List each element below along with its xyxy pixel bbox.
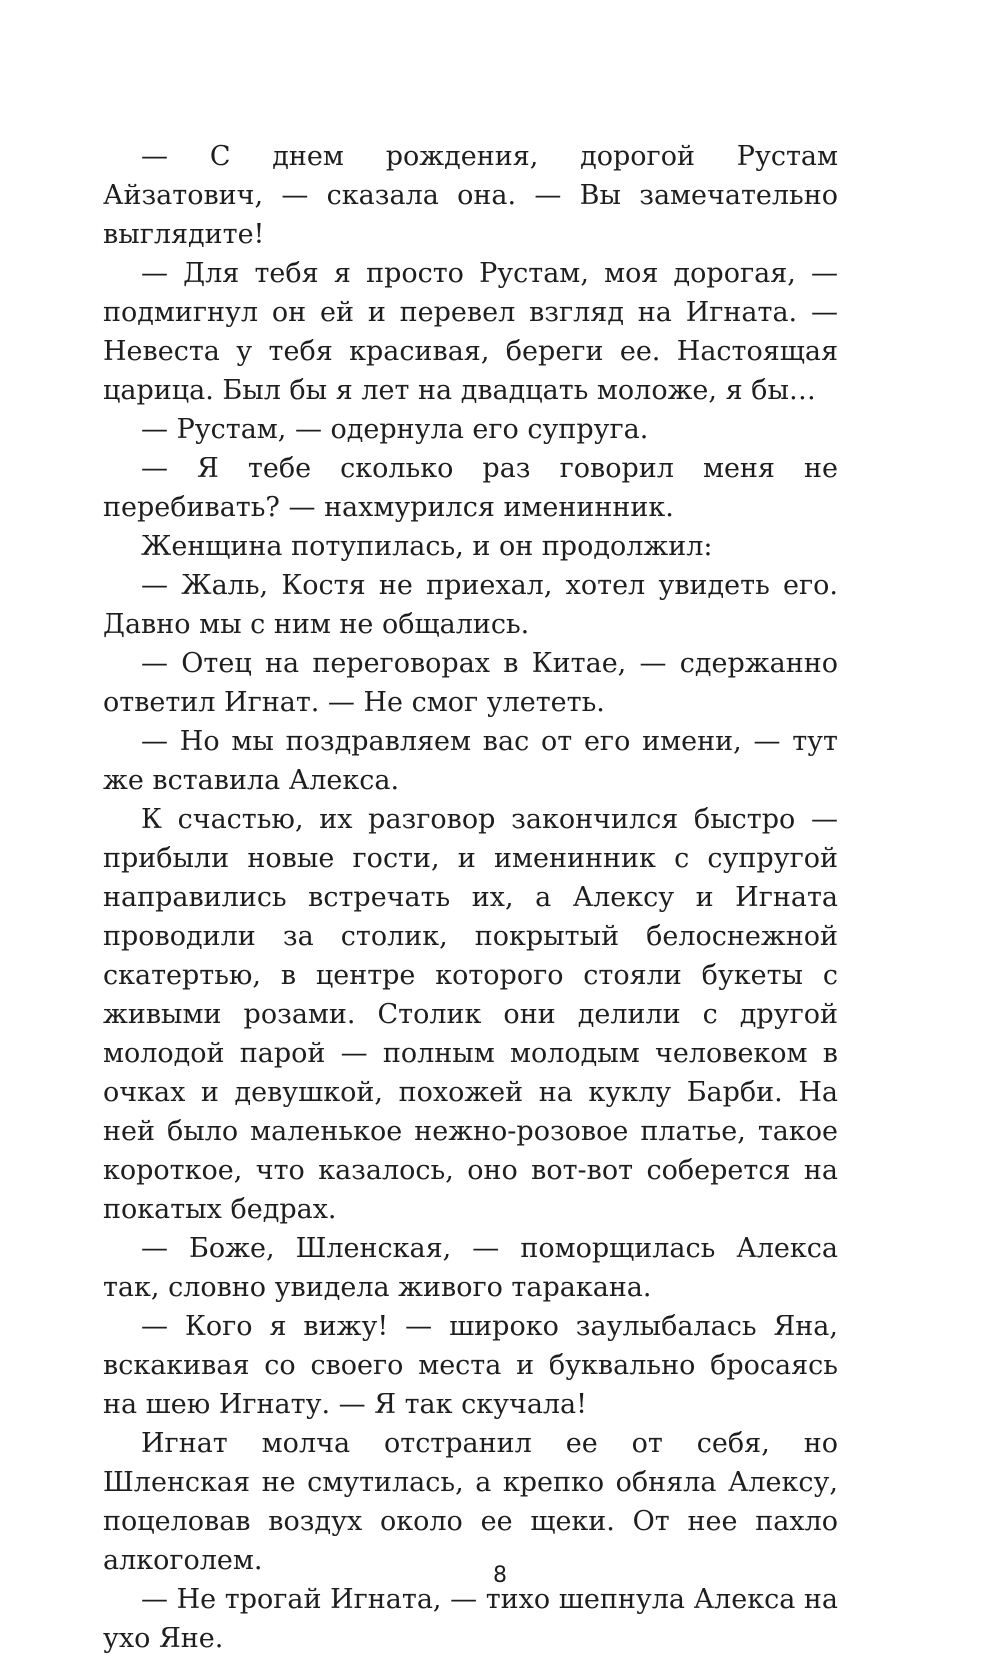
paragraph-kostya-absent: — Жаль, Костя не приехал, хотел увидеть его. Давно мы с ним не общались. (103, 570, 838, 640)
paragraph-woman-lowered-eyes: Женщина потупилась, и он продолжил: (141, 531, 713, 562)
paragraph-table-description: К счастью, их разговор закончился быстро — прибыли новые гости, и именинник с супругой направились встречать их, а Алексу и Игната проводили за столик, покрытый белоснежной скатертью, в центре которого стояли букеты с живыми розами. Столик они делили с другой молодой парой — полным молодым человеком в очках и девушкой, похожей на куклу Барби. На ней было маленькое нежно-розовое платье, такое короткое, что казалось, оно вот-вот соберется на покатых бедрах. (103, 804, 838, 1225)
paragraph-rustam-reply: — Для тебя я просто Рустам, моя дорогая, — подмигнул он ей и перевел взгляд на Игната. — Невеста у тебя красивая, береги ее. Настоящая царица. Был бы я лет на двадцать моложе, я бы… (103, 258, 838, 406)
paragraph-dont-touch-ignat: — Не трогай Игната, — тихо шепнула Алекса на ухо Яне. (103, 1584, 838, 1654)
paragraph-wife-interrupts: — Рустам, — одернула его супруга. (141, 414, 649, 445)
paragraph-congratulations: — Но мы поздравляем вас от его имени, — тут же вставила Алекса. (103, 726, 838, 796)
page-number: 8 (493, 1563, 507, 1588)
book-page-text (103, 137, 838, 1658)
paragraph-shlenskaya: — Боже, Шленская, — поморщилась Алекса так, словно увидела живого таракана. (103, 1233, 838, 1303)
paragraph-dont-interrupt: — Я тебе сколько раз говорил меня не перебивать? — нахмурился именинник. (103, 453, 838, 523)
paragraph-ignat-pushes-away: Игнат молча отстранил ее от себя, но Шленская не смутилась, а крепко обняла Алексу, поцеловав воздух около ее щеки. От нее пахло алкоголем. (103, 1428, 838, 1576)
paragraph-yana-greets: — Кого я вижу! — широко заулыбалась Яна, вскакивая со своего места и буквально бросаясь на шею Игнату. — Я так скучала! (103, 1311, 838, 1420)
paragraph-birthday-greeting: — С днем рождения, дорогой Рустам Айзатович, — сказала она. — Вы замечательно выглядите! (103, 141, 838, 250)
paragraph-father-in-china: — Отец на переговорах в Китае, — сдержанно ответил Игнат. — Не смог улететь. (103, 648, 838, 718)
